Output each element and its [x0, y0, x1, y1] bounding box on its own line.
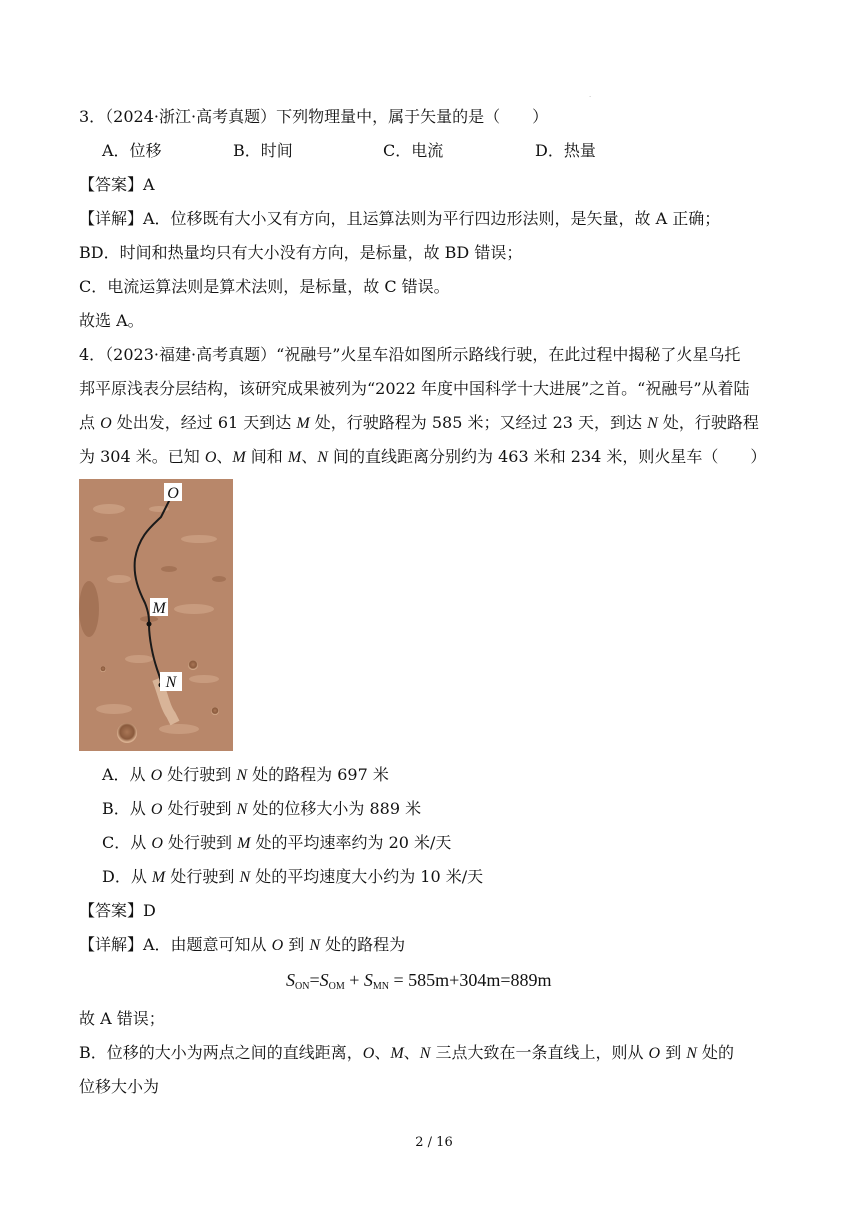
q3-detail-1: 【详解】A．位移既有大小又有方向，且运算法则为平行四边形法则，是矢量，故 A 正确；	[79, 209, 721, 228]
q4-detail-b: B．位移的大小为两点之间的直线距离，O、M、N 三点大致在一条直线上，则从 O 到 N 处的	[79, 1043, 735, 1062]
q3-detail-2: BD．时间和热量均只有大小没有方向，是标量，故 BD 错误；	[79, 243, 523, 262]
q4-stem-line-3: 点 O 处出发，经过 61 天到达 M 处，行驶路程为 585 米；又经过 23 天，到达 N 处，行驶路程	[79, 413, 759, 432]
q4-option-b: B．从 O 处行驶到 N 处的位移大小为 889 米	[102, 799, 422, 818]
q4-stem-line-1: 4．（2023·福建·高考真题）“祝融号”火星车沿如图所示路线行驶，在此过程中揭秘了火星乌托	[79, 345, 741, 364]
label-m: M	[152, 600, 166, 617]
q4-option-a: A．从 O 处行驶到 N 处的路程为 697 米	[102, 765, 389, 784]
q3-option-a: A．位移	[102, 141, 162, 160]
q3-detail-4: 故选 A。	[79, 311, 144, 330]
page-mark: .	[589, 92, 591, 99]
q4-option-d: D．从 M 处行驶到 N 处的平均速度大小约为 10 米/天	[102, 867, 484, 886]
q4-answer: 【答案】D	[79, 901, 156, 920]
q3-detail-3: C．电流运算法则是算术法则，是标量，故 C 错误。	[79, 277, 450, 296]
q4-option-c: C．从 O 处行驶到 M 处的平均速率约为 20 米/天	[102, 833, 452, 852]
q4-stem-line-4: 为 304 米。已知 O、M 间和 M、N 间的直线距离分别约为 463 米和 234 米，则火星车（ ）	[79, 447, 767, 466]
label-n: N	[165, 674, 177, 691]
path-length-formula: $S_{ON}=S_{OM} + S_{MN} = 585m+304m=889m$	[286, 970, 552, 992]
q4-detail-a: 【详解】A．由题意可知从 O 到 N 处的路程为	[79, 935, 406, 954]
q4-detail-a-end: 故 A 错误；	[79, 1009, 165, 1028]
q3-option-b: B．时间	[233, 141, 293, 160]
q3-option-d: D．热量	[535, 141, 596, 160]
page-number: 2 / 16	[415, 1135, 453, 1150]
mars-route-map	[79, 479, 233, 751]
q3-option-c: C．电流	[383, 141, 444, 160]
label-o: O	[167, 485, 179, 502]
q4-detail-b-2: 位移大小为	[79, 1077, 160, 1096]
q3-answer: 【答案】A	[79, 175, 155, 194]
q4-stem-line-2: 邦平原浅表分层结构，该研究成果被列为“2022 年度中国科学十大进展”之首。“祝融号”从着陆	[79, 379, 750, 398]
q3-stem: 3．（2024·浙江·高考真题）下列物理量中，属于矢量的是（ ）	[79, 107, 549, 126]
point-m-marker	[147, 622, 152, 627]
